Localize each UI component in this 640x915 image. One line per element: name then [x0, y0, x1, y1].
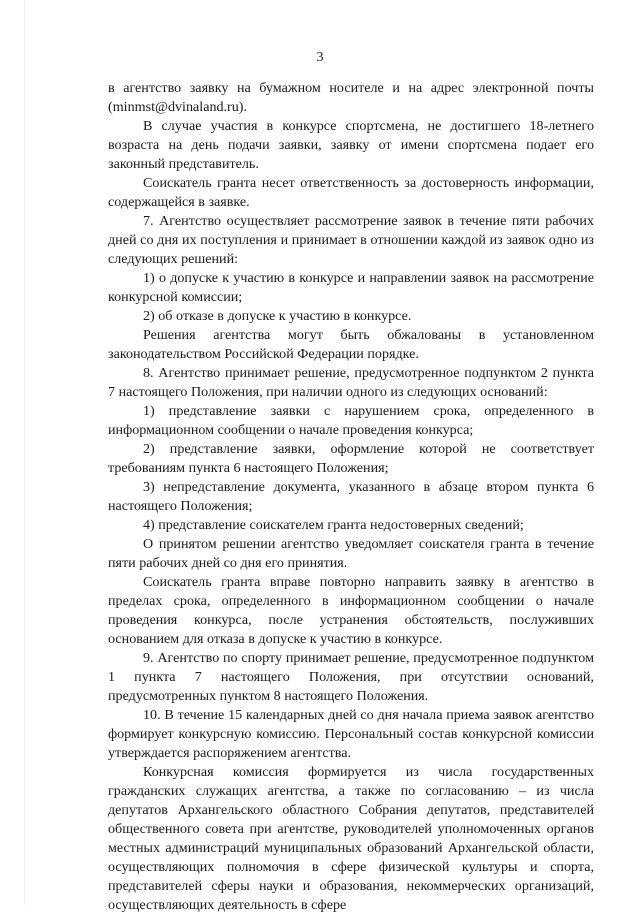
document-body: [108, 79, 594, 915]
paragraph: 7. Агентство осуществляет рассмотрение заявок в течение пяти рабочих дней со дня их поступления и принимает в отношении каждой из заявок одно из следующих решений:: [108, 213, 594, 267]
paragraph: В случае участия в конкурсе спортсмена, не достигшего 18-летнего возраста на день подачи заявки, заявку от имени спортсмена подает его законный представитель.: [108, 118, 594, 172]
page-number: 3: [316, 50, 324, 65]
paragraph: 1) представление заявки с нарушением срока, определенного в информационном сообщении о начале проведения конкурса;: [108, 403, 594, 438]
scan-edge-line: [24, 0, 25, 905]
paragraph: 1) о допуске к участию в конкурсе и направлении заявок на рассмотрение конкурсной комиссии;: [108, 270, 594, 305]
paragraph: в агентство заявку на бумажном носителе и на адрес электронной почты (minmst@dvinaland.ru).: [108, 80, 594, 115]
paragraph: Решения агентства могут быть обжалованы в установленном законодательством Российской Федерации порядке.: [108, 327, 594, 362]
paragraph: Конкурсная комиссия формируется из числа государственных гражданских служащих агентства, а также по согласованию – из числа депутатов Архангельского областного Собрания депутатов, представителей общественного совета при агентстве, руководителей уполномоченных органов местных администраций муниципальных образований Архангельской области, осуществляющих полномочия в сфере физической культуры и спорта, представителей сферы науки и образования, некоммерческих организаций, осуществляющих деятельность в сфере: [108, 764, 594, 913]
paragraph: 2) об отказе в допуске к участию в конкурсе.: [143, 308, 412, 324]
paragraph: О принятом решении агентство уведомляет соискателя гранта в течение пяти рабочих дней со дня его принятия.: [108, 536, 594, 571]
paragraph: 9. Агентство по спорту принимает решение, предусмотренное подпунктом 1 пункта 7 настоящего Положения, при отсутствии оснований, предусмотренных пунктом 8 настоящего Положения.: [108, 650, 594, 704]
paragraph: Соискатель гранта вправе повторно направить заявку в агентство в пределах срока, определенного в информационном сообщении о начале проведения конкурса, после устранения обстоятельств, послуживших основанием для отказа в допуске к участию в конкурсе.: [108, 574, 594, 647]
paragraph: 3) непредставление документа, указанного в абзаце втором пункта 6 настоящего Положения;: [108, 479, 594, 514]
paragraph: 10. В течение 15 календарных дней со дня начала приема заявок агентство формирует конкурсную комиссию. Персональный состав конкурсной комиссии утверждается распоряжением агентства.: [108, 707, 594, 761]
paragraph: 2) представление заявки, оформление которой не соответствует требованиям пункта 6 настоящего Положения;: [108, 441, 594, 476]
paragraph: 8. Агентство принимает решение, предусмотренное подпунктом 2 пункта 7 настоящего Положения, при наличии одного из следующих оснований:: [108, 365, 594, 400]
paragraph: Соискатель гранта несет ответственность за достоверность информации, содержащейся в заявке.: [108, 175, 594, 210]
paragraph: 4) представление соискателем гранта недостоверных сведений;: [143, 517, 524, 533]
